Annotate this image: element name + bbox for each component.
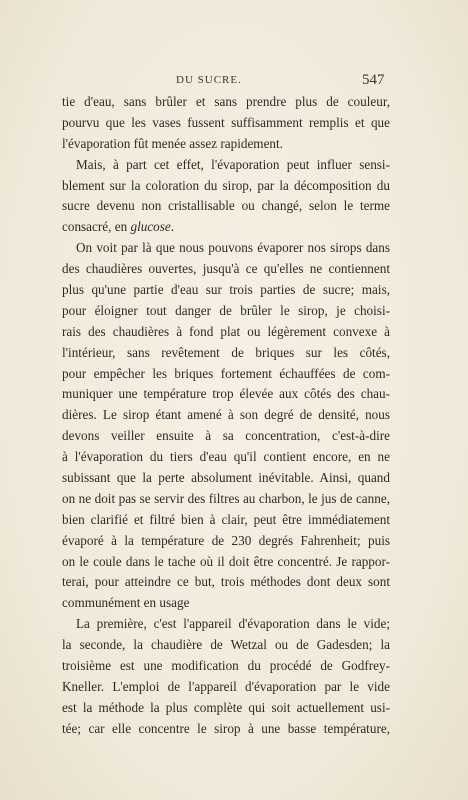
- text-line: On voit par là que nous pouvons évaporer nos sirops dans: [76, 240, 390, 256]
- text-line: subissant que la perte absolument inévitable. Ainsi, quand: [62, 470, 390, 486]
- text-line: pour éloigner tout danger de brûler le sirop, je choisi-: [62, 302, 390, 318]
- page-number: 547: [362, 72, 385, 88]
- text-line: dières. Le sirop étant amené à son degré de densité, nous: [62, 407, 390, 423]
- text-line: devons veiller ensuite à sa concentration, c'est-à-dire: [62, 428, 390, 444]
- text-line: tie d'eau, sans brûler et sans prendre plus de couleur,: [62, 94, 390, 109]
- text-line: Kneller. L'emploi de l'appareil d'évaporation par le vide: [62, 678, 390, 694]
- text-line: à l'évaporation du tiers d'eau qu'il contient encore, en ne: [62, 449, 390, 465]
- text-line: La première, c'est l'appareil d'évaporation dans le vide;: [76, 616, 390, 632]
- text-line: troisième est une modification du procédé de Godfrey-: [62, 658, 390, 674]
- text-line: la seconde, la chaudière de Wetzal ou de Gadesden; la: [62, 637, 390, 653]
- text-line: communément en usage: [62, 595, 190, 611]
- text-line: consacré, en glucose.: [62, 219, 175, 235]
- text-line: est la méthode la plus complète qui soit actuellement usi-: [62, 699, 390, 715]
- text-line: blement sur la coloration du sirop, par la décomposition du: [62, 177, 390, 193]
- text-line: tée; car elle concentre le sirop à une basse température,: [62, 720, 390, 736]
- text-line: muniquer une température trop élevée aux côtés des chau-: [62, 386, 390, 402]
- text-line: évaporé à la température de 230 degrés Fahrenheit; puis: [62, 532, 390, 548]
- text-line: Mais, à part cet effet, l'évaporation peut influer sensi-: [76, 156, 390, 172]
- text-line: sucre devenu non cristallisable ou changé, selon le terme: [62, 198, 390, 214]
- text-line: pourvu que les vases fussent suffisamment remplis et que: [62, 114, 390, 130]
- text-line: l'intérieur, sans revêtement de briques sur les côtés,: [62, 344, 390, 360]
- text-line: terai, pour atteindre ce but, trois méthodes dont deux sont: [62, 574, 390, 590]
- text-line: on ne doit pas se servir des filtres au charbon, le jus de canne,: [62, 490, 390, 506]
- text-line: plus qu'une partie d'eau sur trois parties de sucre; mais,: [62, 282, 390, 298]
- text-line: bien clarifié et filtré bien à clair, peut être immédiatement: [62, 511, 390, 527]
- text-line: des chaudières ouvertes, jusqu'à ce qu'elles ne contiennent: [62, 261, 390, 277]
- text-line: on le coule dans le tache où il doit être concentré. Je rappor-: [62, 553, 390, 569]
- italic-term: glucose: [130, 219, 171, 235]
- running-title: DU SUCRE.: [176, 74, 242, 86]
- text-line: rais des chaudières à fond plat ou légèrement convexe à: [62, 323, 390, 339]
- body-text: [62, 90, 390, 740]
- page-header: [0, 72, 468, 90]
- text-line: l'évaporation fût menée assez rapidement.: [62, 135, 283, 151]
- text-line: pour empêcher les briques fortement échauffées de com-: [62, 365, 390, 381]
